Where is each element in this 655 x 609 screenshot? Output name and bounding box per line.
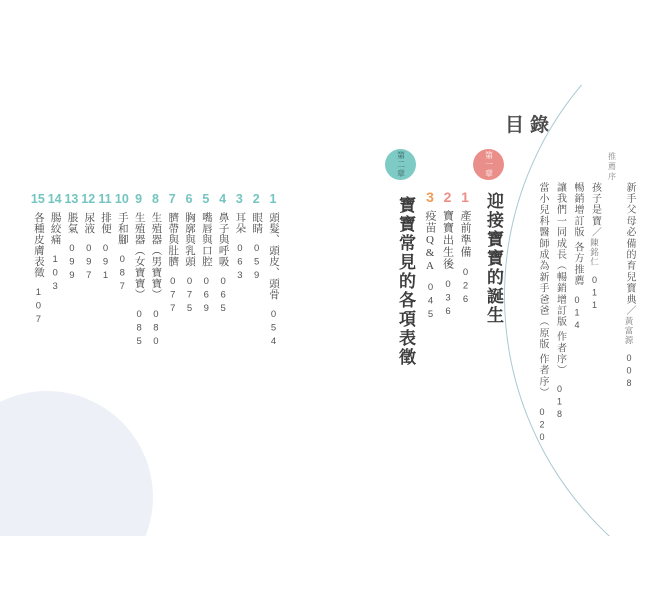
item-page-number: 087 <box>116 254 128 295</box>
page-title: 目錄 <box>505 115 556 136</box>
chapter2-title: 寶寶常見的各項表徵 <box>396 196 415 367</box>
item-number: 7 <box>168 192 176 206</box>
preface-item-author: 陳銘仁 <box>589 238 600 267</box>
item-page-number: 080 <box>150 309 162 350</box>
item-page-number: 054 <box>268 309 279 350</box>
toc-item <box>80 192 97 592</box>
item-page-number: 077 <box>167 276 179 317</box>
toc-item <box>457 189 475 489</box>
item-label: 手和腳 <box>116 212 128 245</box>
item-number: 9 <box>135 192 143 206</box>
item-page-number: 097 <box>83 243 95 284</box>
item-label: 疫苗Q&A <box>424 210 436 273</box>
item-number: 8 <box>151 192 159 206</box>
preface-item-page: 018 <box>554 384 565 422</box>
preface-item-page: 020 <box>537 406 547 444</box>
item-number: 14 <box>47 192 62 206</box>
chapter1-badge <box>473 149 504 180</box>
item-number: 10 <box>114 192 129 206</box>
item-number: 1 <box>457 189 473 205</box>
item-page-number: 026 <box>460 267 471 308</box>
item-label: 腸絞痛 <box>49 212 61 245</box>
item-label: 嘴唇與口腔 <box>200 212 212 267</box>
item-number: 2 <box>252 192 260 206</box>
toc-item <box>131 192 148 592</box>
toc-item <box>198 192 215 592</box>
preface-item-title: 讓我們一同成長（暢銷增訂版 作者序） <box>554 182 566 377</box>
item-page-number: 036 <box>442 279 454 320</box>
toc-item <box>47 192 64 592</box>
toc-item <box>215 192 232 592</box>
item-label: 耳朵 <box>234 212 246 234</box>
item-page-number: 069 <box>200 276 212 317</box>
toc-item <box>97 192 114 592</box>
item-page-number: 107 <box>32 287 44 328</box>
item-label: 臍帶與肚臍 <box>167 212 179 267</box>
item-number: 1 <box>269 192 277 206</box>
chapter1-title: 迎接寶寶的誕生 <box>484 192 503 325</box>
preface-section-label-col <box>604 152 621 482</box>
preface-item-author: 黃富源 <box>624 316 634 345</box>
preface-item-title: 孩子是寶／ <box>589 182 601 238</box>
preface-item-page: 011 <box>589 274 600 312</box>
item-label: 寶寶出生後 <box>441 210 454 270</box>
item-page-number: 063 <box>234 243 246 284</box>
toc-item <box>114 192 131 592</box>
chapter2-item-list <box>30 192 282 592</box>
item-number: 15 <box>30 192 45 206</box>
item-page-number: 065 <box>217 276 229 317</box>
preface-section-label: 推薦序 <box>607 152 617 182</box>
item-label: 產前準備 <box>459 210 471 258</box>
item-page-number: 045 <box>425 282 436 323</box>
item-number: 3 <box>422 189 438 205</box>
item-page-number: 099 <box>66 243 78 284</box>
item-label: 胸廓與乳頭 <box>184 212 196 267</box>
chapter1-badge-label: 第一章 <box>484 151 494 178</box>
item-label: 頭髮、頭皮、頭骨 <box>268 212 279 300</box>
preface-item-title: 當小兒科醫師成為新手爸爸（原版 作者序） <box>537 182 548 399</box>
preface-item <box>534 152 552 482</box>
preface-item-page: 014 <box>572 294 582 332</box>
item-label: 眼睛 <box>251 212 263 234</box>
preface-item <box>551 152 569 482</box>
toc-item <box>64 192 81 592</box>
item-page-number: 075 <box>184 276 196 317</box>
item-number: 13 <box>64 192 79 206</box>
preface-section <box>534 152 639 482</box>
item-label: 脹氣 <box>66 212 78 234</box>
preface-item <box>569 152 587 482</box>
item-number: 5 <box>202 192 210 206</box>
toc-item <box>422 189 440 489</box>
chapter2-badge <box>385 149 416 180</box>
item-label: 生殖器（男寶寶） <box>150 212 162 300</box>
item-number: 4 <box>219 192 227 206</box>
item-number: 12 <box>81 192 96 206</box>
preface-item-title: 暢銷增訂版 各方推薦 <box>572 182 583 287</box>
preface-item <box>621 152 639 482</box>
preface-item-page: 008 <box>624 352 634 391</box>
toc-item <box>232 192 249 592</box>
item-page-number: 085 <box>133 309 145 350</box>
item-page-number: 091 <box>100 243 112 284</box>
item-label: 尿液 <box>83 212 95 234</box>
toc-item <box>265 192 282 592</box>
item-page-number: 059 <box>251 243 263 284</box>
toc-item <box>439 189 457 489</box>
item-page-number: 103 <box>49 254 61 295</box>
item-number: 2 <box>439 189 456 205</box>
preface-item <box>586 152 604 482</box>
preface-item-title: 新手父母必備的育兒寶典／ <box>624 182 635 317</box>
item-number: 6 <box>185 192 193 206</box>
toc-item <box>248 192 265 592</box>
item-number: 3 <box>235 192 243 206</box>
item-label: 生殖器（女寶寶） <box>133 212 145 300</box>
chapter1-item-list <box>422 189 475 489</box>
toc-item <box>164 192 181 592</box>
toc-item <box>181 192 198 592</box>
chapter2-badge-label: 第二章 <box>396 151 406 178</box>
item-label: 各種皮膚表徵 <box>32 212 44 278</box>
item-label: 排便 <box>100 212 112 234</box>
item-number: 11 <box>98 192 112 206</box>
toc-item <box>30 192 47 592</box>
item-label: 鼻子與呼吸 <box>217 212 229 267</box>
toc-item <box>148 192 165 592</box>
